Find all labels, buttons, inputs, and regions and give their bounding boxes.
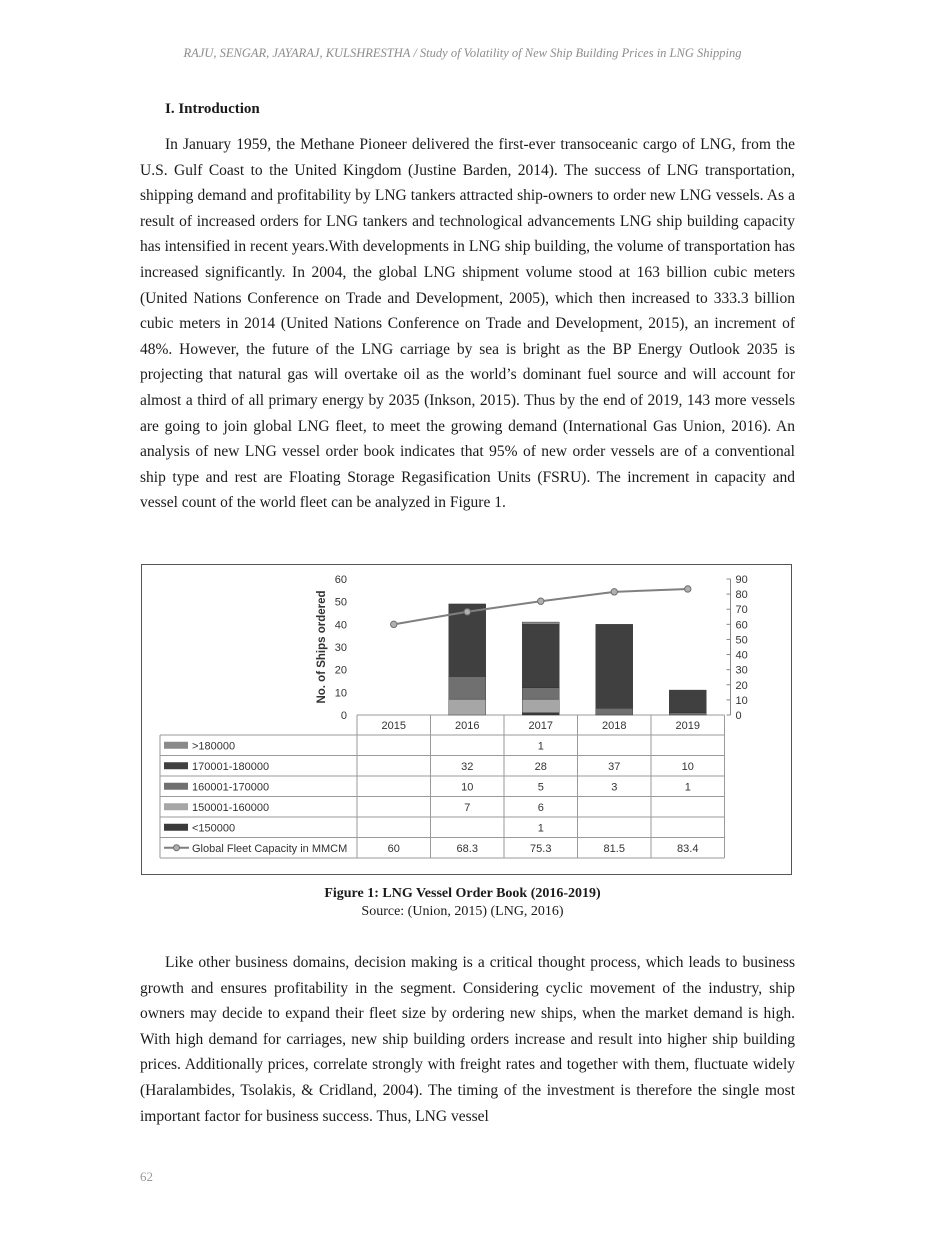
legend-label: Global Fleet Capacity in MMCM <box>192 842 348 855</box>
y2-tick-label: 60 <box>735 619 748 632</box>
y2-tick-label: 40 <box>735 649 748 662</box>
table-cell-value: 1 <box>537 822 544 835</box>
table-cell-value: 6 <box>537 801 544 814</box>
y2-tick-label: 20 <box>735 679 748 692</box>
legend-swatch <box>164 783 188 790</box>
legend-label: 170001-180000 <box>192 760 270 773</box>
y-tick-label: 10 <box>334 687 347 700</box>
bar-segment <box>596 708 633 715</box>
figure-source: Source: (Union, 2015) (LNG, 2016) <box>361 904 564 919</box>
legend-swatch <box>164 742 188 749</box>
y2-tick-label: 0 <box>735 710 742 722</box>
legend-swatch <box>164 803 188 810</box>
legend-label: 150001-160000 <box>192 801 270 814</box>
legend-swatch <box>164 824 188 831</box>
y2-tick-label: 50 <box>735 634 748 647</box>
capacity-point <box>685 586 691 592</box>
table-cell-value: 1 <box>537 740 544 753</box>
table-cell-value: 81.5 <box>603 842 625 855</box>
table-cell-value: 83.4 <box>677 842 699 855</box>
table-cell-value: 5 <box>537 781 544 794</box>
bar-segment <box>669 713 706 715</box>
legend-swatch <box>164 762 188 769</box>
x-category-label: 2015 <box>381 720 406 732</box>
table-cell-value: 75.3 <box>530 842 552 855</box>
table-cell-value: 1 <box>684 781 691 794</box>
capacity-point <box>611 589 617 595</box>
bar-segment <box>449 699 486 715</box>
capacity-point <box>538 598 544 604</box>
x-category-label: 2016 <box>455 720 480 732</box>
intro-paragraph: In January 1959, the Methane Pioneer delivered the first-ever transoceanic cargo of LNG, from the U.S. Gulf Coast to the United Kingdom (Justine Barden, 2014). The success of LNG transportation, shipping demand and profitability by LNG tankers attracted ship-owners to order new LNG vessels. As a result of increased orders for LNG tankers and technological advancements LNG ship building capacity has intensified in recent years.With developments in LNG ship building, the volume of transportation has increased significantly. In 2004, the global LNG shipment volume stood at 163 billion cubic meters (United Nations Conference on Trade and Development, 2005), which then increased to 333.3 billion cubic meters in 2014 (United Nations Conference on Trade and Development, 2015), an increment of 48%. However, the future of the LNG carriage by sea is bright as the BP Energy Outlook 2035 is projecting that natural gas will overtake oil as the world’s dominant fuel source and will account for almost a third of all primary energy by 2035 (Inkson, 2015). Thus by the end of 2019, 143 more vessels are going to join global LNG fleet, to meet the growing demand (International Gas Union, 2016). An analysis of new LNG vessel order book indicates that 95% of new order vessels are of a conventional ship type and rest are Floating Storage Regasification Units (FSRU). The increment in capacity and vessel count of the world fleet can be analyzed in Figure 1. <box>140 136 795 512</box>
bar-segment <box>522 624 559 687</box>
figure-caption: Figure 1: LNG Vessel Order Book (2016-2019) <box>324 886 601 901</box>
table-cell-value: 7 <box>464 801 471 814</box>
table-cell-value: 60 <box>387 842 400 855</box>
legend-label: <150000 <box>192 822 236 835</box>
chart-svg <box>142 565 790 873</box>
table-cell-value: 32 <box>461 760 474 773</box>
table-cell-value: 10 <box>681 760 694 773</box>
x-category-label: 2019 <box>675 720 700 732</box>
x-category-label: 2018 <box>602 720 627 732</box>
x-category-label: 2017 <box>528 720 553 732</box>
bar-segment <box>522 688 559 699</box>
table-cell-value: 28 <box>534 760 547 773</box>
y2-tick-label: 10 <box>735 694 748 707</box>
y2-tick-label: 80 <box>735 589 748 602</box>
y-tick-label: 50 <box>334 596 347 609</box>
y-tick-label: 30 <box>334 642 347 654</box>
capacity-line <box>394 589 688 624</box>
bar-segment <box>522 699 559 713</box>
body-paragraph: Like other business domains, decision making is a critical thought process, which leads to business growth and ensures profitability in the segment. Considering cyclic movement of the industry, ship owners may decide to expand their fleet size by ordering new ships, when the market demand is high. With high demand for carriages, new ship building orders increase and result into higher ship building prices. Additionally prices, correlate strongly with freight rates and together with them, fluctuate widely (Haralambides, Tsolakis, & Cridland, 2004). The timing of the investment is therefore the single most important factor for business success. Thus, LNG vessel <box>140 954 795 1125</box>
y2-tick-label: 70 <box>735 604 748 617</box>
bar-segment <box>596 624 633 708</box>
legend-label: >180000 <box>192 740 236 753</box>
section-heading: I. Introduction <box>165 101 260 117</box>
table-cell-value: 68.3 <box>456 842 478 855</box>
y-tick-label: 60 <box>334 574 347 586</box>
running-head: RAJU, SENGAR, JAYARAJ, KULSHRESTHA / Study of Volatility of New Ship Building Prices in LNG Shipping <box>183 46 742 60</box>
capacity-point <box>464 609 470 615</box>
capacity-point <box>391 621 397 627</box>
page-number: 62 <box>140 1169 153 1184</box>
table-cell-value: 37 <box>608 760 621 773</box>
y-axis-title: No. of Ships ordered <box>316 590 328 704</box>
y-tick-label: 20 <box>334 664 347 677</box>
table-cell-value: 10 <box>461 781 474 794</box>
figure-order-book-chart <box>141 564 792 875</box>
bar-segment <box>669 690 706 713</box>
table-cell-value: 3 <box>611 781 618 794</box>
legend-marker <box>174 845 180 851</box>
y2-tick-label: 90 <box>735 574 748 586</box>
y-tick-label: 0 <box>340 710 347 722</box>
legend-label: 160001-170000 <box>192 781 270 794</box>
bar-segment <box>449 676 486 699</box>
y2-tick-label: 30 <box>735 664 748 677</box>
bar-segment <box>522 622 559 624</box>
bar-segment <box>522 713 559 715</box>
y-tick-label: 40 <box>334 619 347 632</box>
